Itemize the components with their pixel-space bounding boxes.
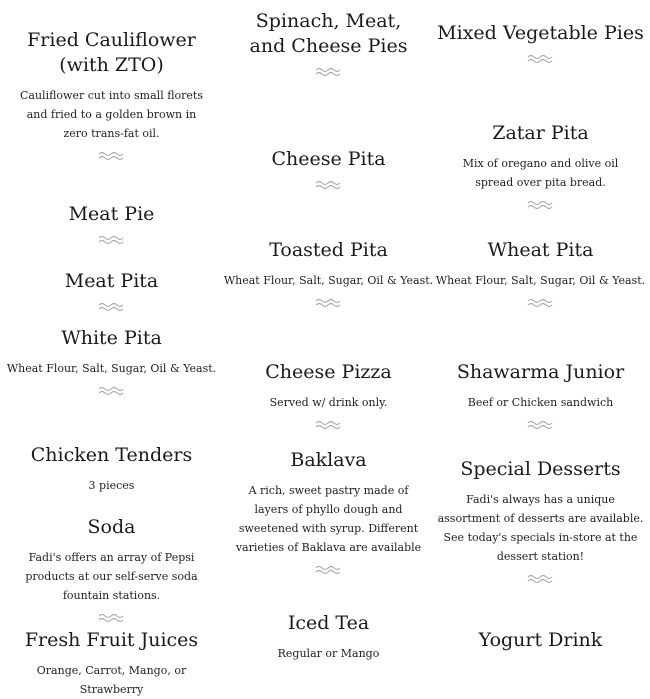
menu-item-meat-pie [4, 202, 219, 245]
item-description: 3 pieces [88, 479, 135, 492]
item-name: Zatar Pita [492, 122, 589, 144]
menu-item-chicken-tenders [4, 443, 219, 495]
wave-divider-icon [98, 386, 126, 396]
menu-item-meat-pita [4, 269, 219, 312]
item-name: Fried Cauliflower (with ZTO) [27, 29, 196, 76]
item-name: Toasted Pita [269, 239, 388, 261]
wave-divider-icon [315, 67, 343, 77]
item-description: Fadi's always has a unique assortment of desserts are available. See today's specials in-store at the dessert station! [437, 493, 644, 563]
item-name: Chicken Tenders [30, 444, 193, 466]
item-description: Regular or Mango [277, 647, 380, 660]
menu-item-iced-tea [221, 611, 436, 663]
menu-item-white-pita [4, 326, 219, 396]
menu-item-yogurt-drink [433, 628, 648, 653]
menu-item-special-desserts [433, 457, 648, 584]
item-name: Mixed Vegetable Pies [437, 22, 644, 44]
menu-item-mixed-vegetable-pies [433, 21, 648, 64]
wave-divider-icon [315, 565, 343, 575]
item-name: Special Desserts [460, 458, 621, 480]
item-description: Mix of oregano and olive oil spread over pita bread. [462, 157, 619, 189]
item-description: Orange, Carrot, Mango, or Strawberry [36, 664, 187, 696]
item-description: A rich, sweet pastry made of layers of phyllo dough and sweetened with syrup. Different varieties of Baklava are available [235, 484, 422, 554]
wave-divider-icon [98, 235, 126, 245]
item-name: Fresh Fruit Juices [24, 629, 199, 651]
item-name: Meat Pita [64, 270, 159, 292]
menu-item-spinach-meat-cheese-pies [221, 9, 436, 77]
item-name: Cheese Pizza [265, 361, 392, 383]
item-name: Spinach, Meat, and Cheese Pies [249, 10, 408, 57]
menu-item-zatar-pita [433, 121, 648, 210]
wave-divider-icon [527, 574, 555, 584]
item-name: White Pita [61, 327, 162, 349]
menu-item-toasted-pita [221, 238, 436, 308]
item-description: Wheat Flour, Salt, Sugar, Oil & Yeast. [223, 274, 434, 287]
item-name: Shawarma Junior [456, 361, 625, 383]
wave-divider-icon [315, 298, 343, 308]
item-name: Wheat Pita [487, 239, 594, 261]
wave-divider-icon [527, 54, 555, 64]
item-name: Meat Pie [68, 203, 155, 225]
wave-divider-icon [527, 200, 555, 210]
menu-item-fresh-fruit-juices [4, 628, 219, 699]
menu-item-wheat-pita [433, 238, 648, 308]
item-description: Wheat Flour, Salt, Sugar, Oil & Yeast. [435, 274, 646, 287]
item-name: Baklava [290, 449, 367, 471]
item-description: Wheat Flour, Salt, Sugar, Oil & Yeast. [6, 362, 217, 375]
item-name: Iced Tea [287, 612, 370, 634]
wave-divider-icon [315, 420, 343, 430]
wave-divider-icon [315, 180, 343, 190]
menu-item-baklava [221, 448, 436, 575]
item-description: Beef or Chicken sandwich [467, 396, 614, 409]
wave-divider-icon [98, 151, 126, 161]
menu-item-fried-cauliflower [4, 28, 219, 161]
item-name: Soda [87, 516, 136, 538]
menu-item-soda [4, 515, 219, 623]
item-description: Fadi's offers an array of Pepsi products at our self-serve soda fountain stations. [25, 551, 198, 602]
wave-divider-icon [98, 302, 126, 312]
wave-divider-icon [527, 420, 555, 430]
item-name: Yogurt Drink [478, 629, 603, 651]
item-description: Cauliflower cut into small florets and fried to a golden brown in zero trans-fat oil. [20, 89, 203, 140]
wave-divider-icon [98, 613, 126, 623]
menu-item-shawarma-junior [433, 360, 648, 430]
item-description: Served w/ drink only. [269, 396, 388, 409]
wave-divider-icon [527, 298, 555, 308]
item-name: Cheese Pita [271, 148, 386, 170]
menu-item-cheese-pizza [221, 360, 436, 430]
menu-item-cheese-pita [221, 147, 436, 190]
